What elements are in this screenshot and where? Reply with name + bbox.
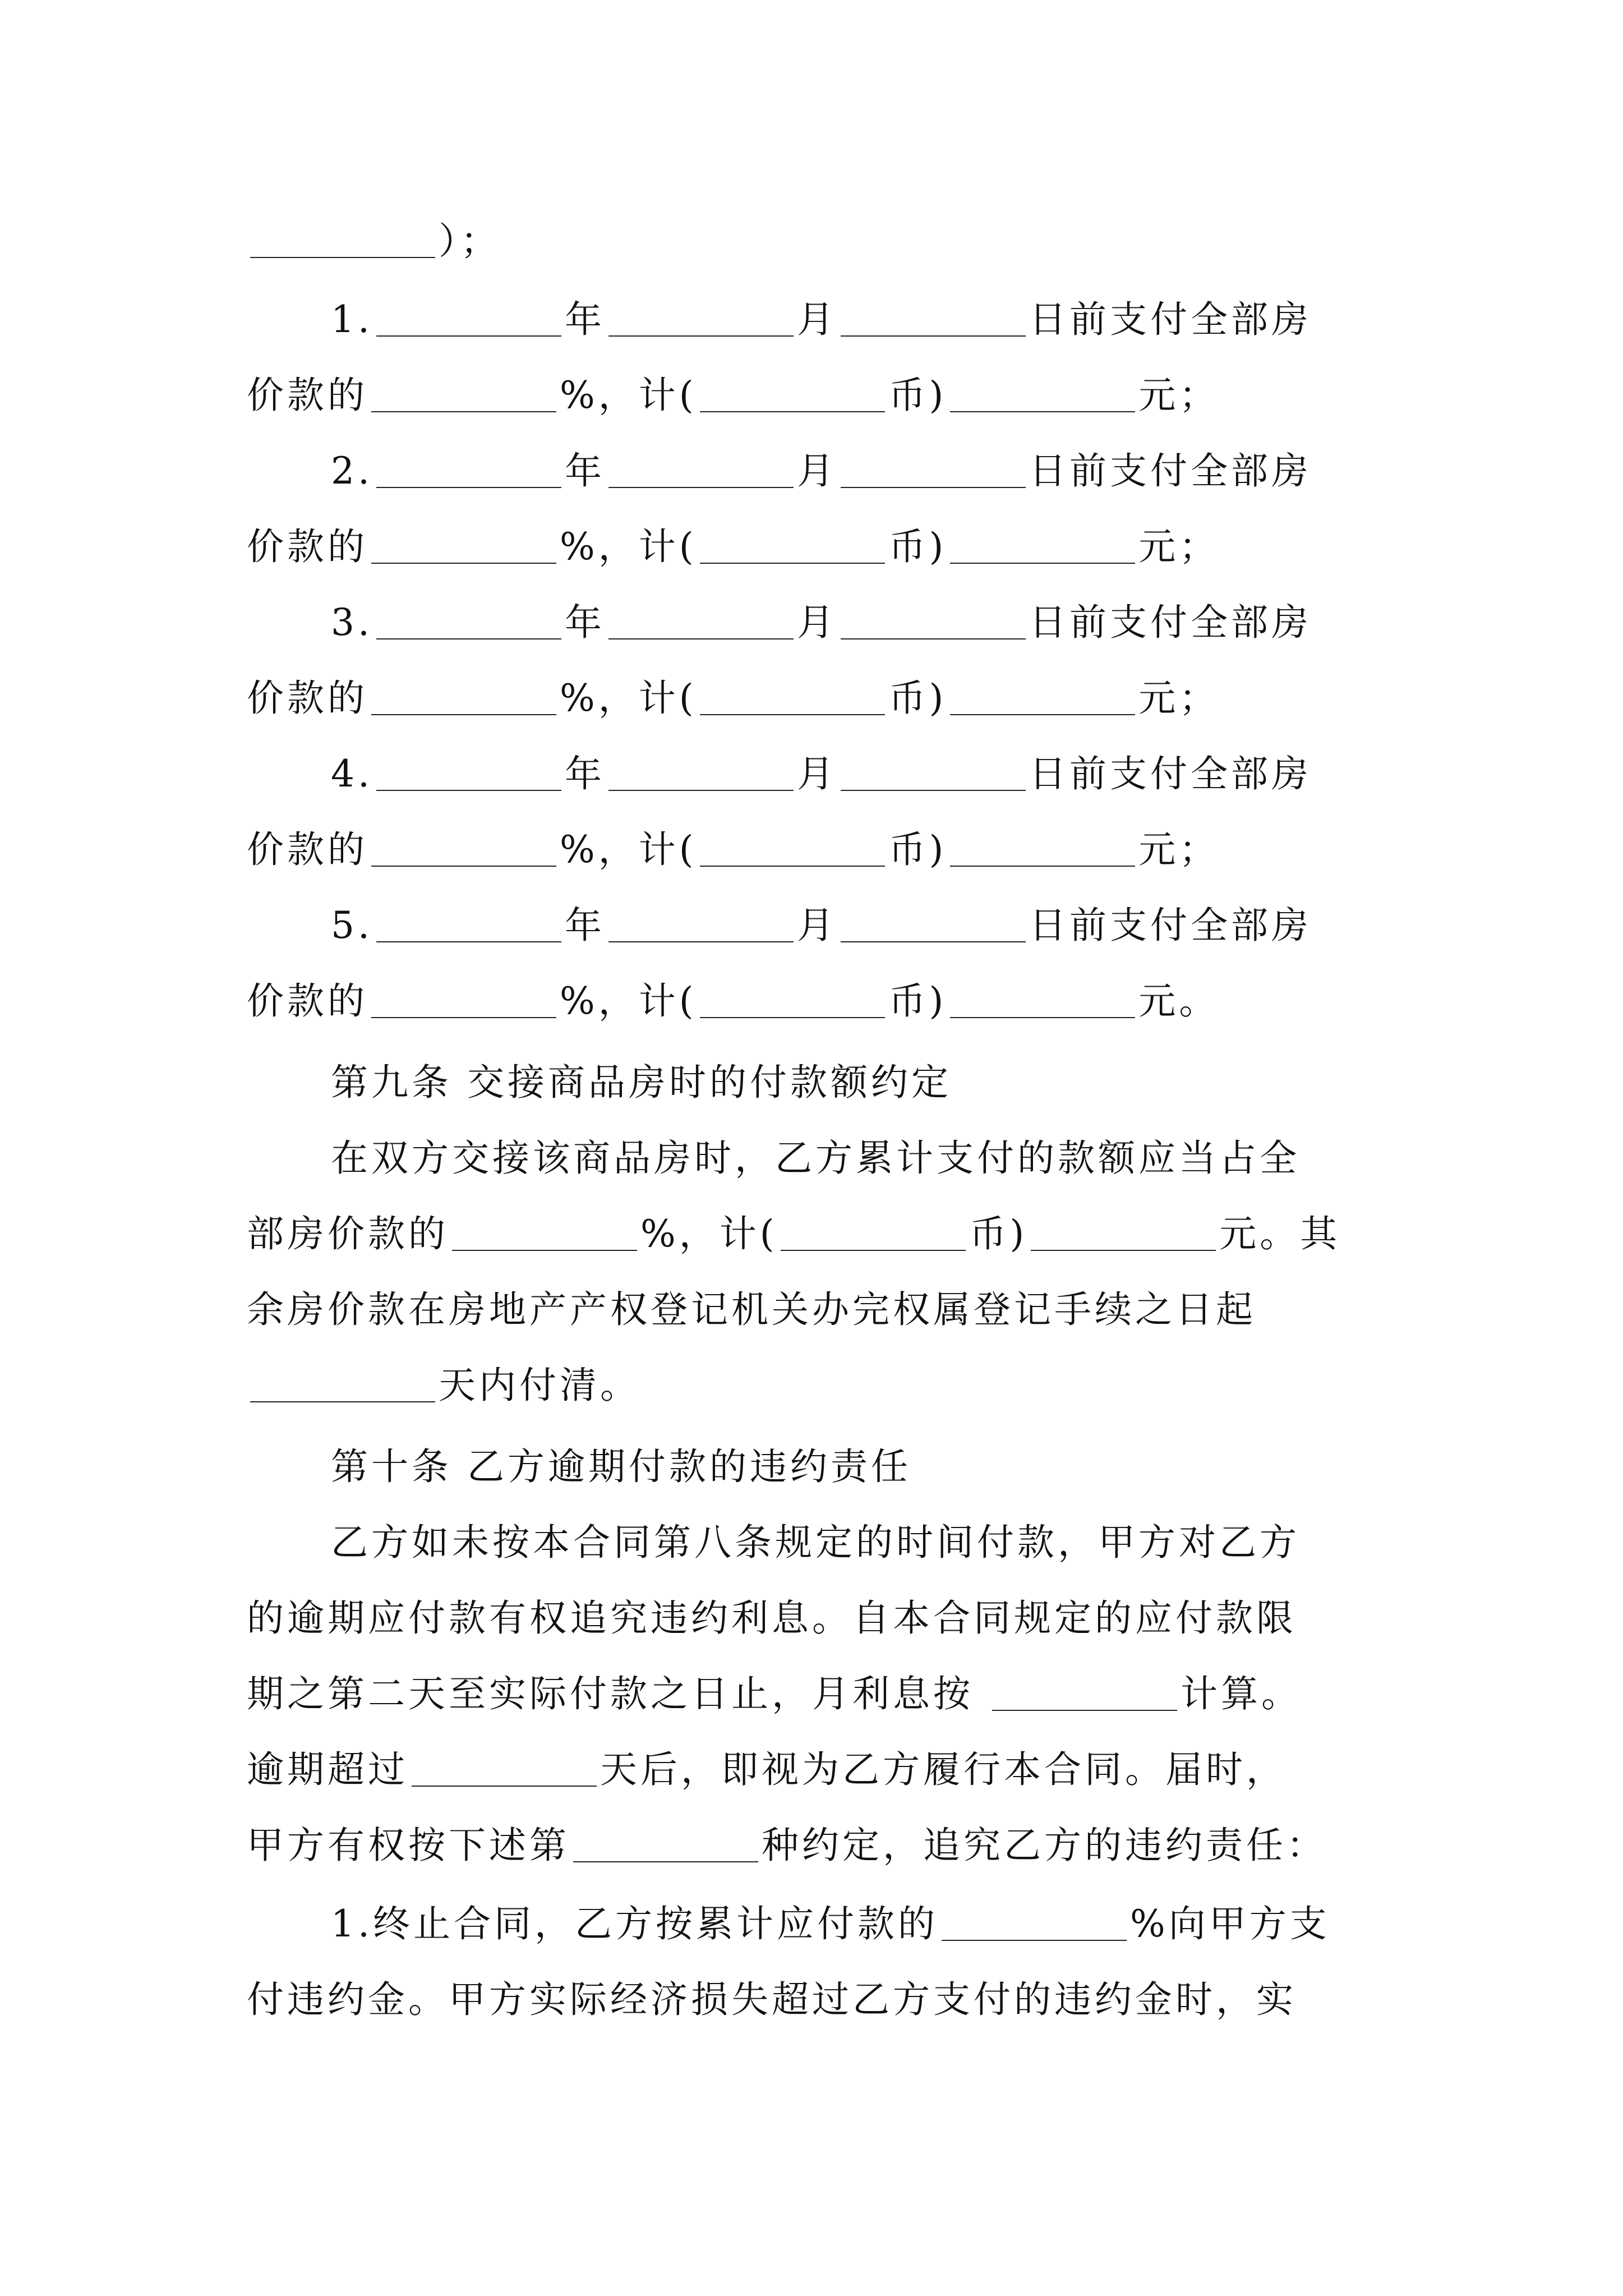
text-segment: 3.	[331, 601, 373, 644]
text-segment: 日前支付全部房	[1029, 752, 1312, 795]
fill-in-blank	[700, 980, 885, 1018]
text-segment: %向甲方支	[1129, 1902, 1330, 1945]
text-segment: 币)	[888, 677, 947, 720]
document-line	[331, 746, 1312, 802]
text-segment: 5.	[331, 904, 373, 947]
fill-in-blank	[700, 829, 885, 867]
document-line	[331, 1130, 1300, 1186]
fill-in-blank	[1031, 1213, 1216, 1251]
text-segment: 甲方有权按下述第	[247, 1824, 570, 1867]
text-segment: 日前支付全部房	[1029, 298, 1312, 341]
document-line	[247, 1742, 1287, 1798]
fill-in-blank	[950, 829, 1135, 867]
fill-in-blank	[841, 601, 1026, 639]
document-line	[247, 1206, 1340, 1262]
text-segment: ）；	[439, 219, 501, 263]
text-segment: 期之第二天至实际付款之日止，月利息按	[247, 1672, 989, 1715]
text-segment: %，计(	[560, 828, 697, 871]
text-segment: 1.	[331, 298, 373, 341]
text-segment: 元。其	[1219, 1212, 1341, 1255]
text-segment: 币)	[888, 525, 947, 568]
text-segment: 年	[564, 752, 605, 795]
text-segment: 年	[564, 601, 605, 644]
text-segment: 年	[564, 904, 605, 947]
fill-in-blank	[608, 450, 794, 488]
text-segment: 年	[564, 298, 605, 341]
fill-in-blank	[841, 450, 1026, 488]
text-segment: 日前支付全部房	[1029, 449, 1312, 493]
fill-in-blank	[573, 1824, 758, 1862]
text-segment: 日前支付全部房	[1029, 904, 1312, 947]
text-segment: 月	[796, 601, 837, 644]
document-line	[247, 1972, 1297, 2028]
fill-in-blank	[608, 601, 794, 639]
text-segment: 价款的	[247, 374, 368, 417]
text-segment: 乙方如未按本合同第八条规定的时间付款，甲方对乙方	[331, 1521, 1300, 1564]
text-segment: 元；	[1138, 374, 1220, 417]
text-segment: 元。	[1138, 979, 1220, 1023]
text-segment: 月	[796, 298, 837, 341]
document-line	[331, 1896, 1330, 1952]
fill-in-blank	[950, 374, 1135, 412]
text-segment: 余房价款在房地产产权登记机关办完权属登记手续之日起	[247, 1288, 1256, 1331]
document-line	[331, 595, 1312, 651]
fill-in-blank	[950, 980, 1135, 1018]
text-segment: 月	[796, 449, 837, 493]
text-segment: 计算。	[1180, 1672, 1302, 1715]
fill-in-blank	[608, 753, 794, 791]
fill-in-blank	[950, 526, 1135, 564]
document-line	[247, 822, 1219, 878]
text-segment: 币)	[888, 374, 947, 417]
document-line	[247, 519, 1219, 575]
text-segment: 2.	[331, 449, 373, 493]
fill-in-blank	[608, 298, 794, 337]
text-segment: 币)	[888, 979, 947, 1023]
document-line	[331, 1515, 1300, 1571]
fill-in-blank	[700, 374, 885, 412]
fill-in-blank	[376, 601, 561, 639]
document-line	[331, 898, 1312, 954]
document-line	[247, 1666, 1302, 1722]
text-segment: 币)	[969, 1212, 1028, 1255]
text-segment: 价款的	[247, 525, 368, 568]
text-segment: 价款的	[247, 828, 368, 871]
text-segment: 在双方交接该商品房时，乙方累计支付的款额应当占全	[331, 1137, 1300, 1180]
text-segment: 月	[796, 904, 837, 947]
document-line	[247, 1818, 1327, 1874]
text-segment: 第十条 乙方逾期付款的违约责任	[331, 1445, 911, 1488]
fill-in-blank	[371, 829, 556, 867]
text-segment: 逾期超过	[247, 1748, 408, 1791]
text-segment: %，计(	[560, 677, 697, 720]
text-segment: %，计(	[640, 1212, 778, 1255]
document-line	[331, 1055, 952, 1111]
fill-in-blank	[781, 1213, 966, 1251]
fill-in-blank	[376, 904, 561, 942]
text-segment: 月	[796, 752, 837, 795]
document-line	[247, 1358, 640, 1414]
document-line	[331, 292, 1312, 348]
text-segment: 元；	[1138, 828, 1220, 871]
text-segment: 天内付清。	[439, 1364, 640, 1407]
text-segment: 种约定，追究乙方的违约责任：	[762, 1824, 1327, 1867]
fill-in-blank	[452, 1213, 637, 1251]
fill-in-blank	[371, 526, 556, 564]
fill-in-blank	[700, 526, 885, 564]
text-segment: 1.终止合同，乙方按累计应付款的	[331, 1902, 938, 1945]
fill-in-blank	[376, 298, 561, 337]
text-segment: 付违约金。甲方实际经济损失超过乙方支付的违约金时，实	[247, 1978, 1297, 2021]
document-line	[331, 443, 1312, 499]
text-segment: 年	[564, 449, 605, 493]
text-segment: %，计(	[560, 979, 697, 1023]
fill-in-blank	[950, 677, 1135, 715]
text-segment: %，计(	[560, 525, 697, 568]
fill-in-blank	[700, 677, 885, 715]
document-line	[247, 213, 501, 269]
document-line	[247, 1590, 1297, 1646]
fill-in-blank	[250, 1364, 435, 1402]
fill-in-blank	[841, 298, 1026, 337]
fill-in-blank	[371, 980, 556, 1018]
fill-in-blank	[412, 1749, 597, 1787]
document-line	[331, 1439, 911, 1495]
text-segment: 4.	[331, 752, 373, 795]
document-line	[247, 670, 1219, 726]
fill-in-blank	[992, 1673, 1177, 1711]
fill-in-blank	[376, 753, 561, 791]
text-segment: 价款的	[247, 677, 368, 720]
fill-in-blank	[942, 1903, 1127, 1941]
fill-in-blank	[376, 450, 561, 488]
text-segment: 天后，即视为乙方履行本合同。届时，	[600, 1748, 1287, 1791]
fill-in-blank	[841, 753, 1026, 791]
fill-in-blank	[371, 677, 556, 715]
text-segment: 价款的	[247, 979, 368, 1023]
text-segment: %，计(	[560, 374, 697, 417]
document-line	[247, 973, 1219, 1029]
text-segment: 元；	[1138, 677, 1220, 720]
text-segment: 的逾期应付款有权追究违约利息。自本合同规定的应付款限	[247, 1596, 1297, 1640]
text-segment: 日前支付全部房	[1029, 601, 1312, 644]
document-line	[247, 1282, 1256, 1338]
fill-in-blank	[608, 904, 794, 942]
text-segment: 元；	[1138, 525, 1220, 568]
text-segment: 第九条 交接商品房时的付款额约定	[331, 1061, 952, 1104]
fill-in-blank	[841, 904, 1026, 942]
fill-in-blank	[250, 220, 435, 258]
text-segment: 部房价款的	[247, 1212, 449, 1255]
document-line	[247, 367, 1219, 424]
fill-in-blank	[371, 374, 556, 412]
text-segment: 币)	[888, 828, 947, 871]
